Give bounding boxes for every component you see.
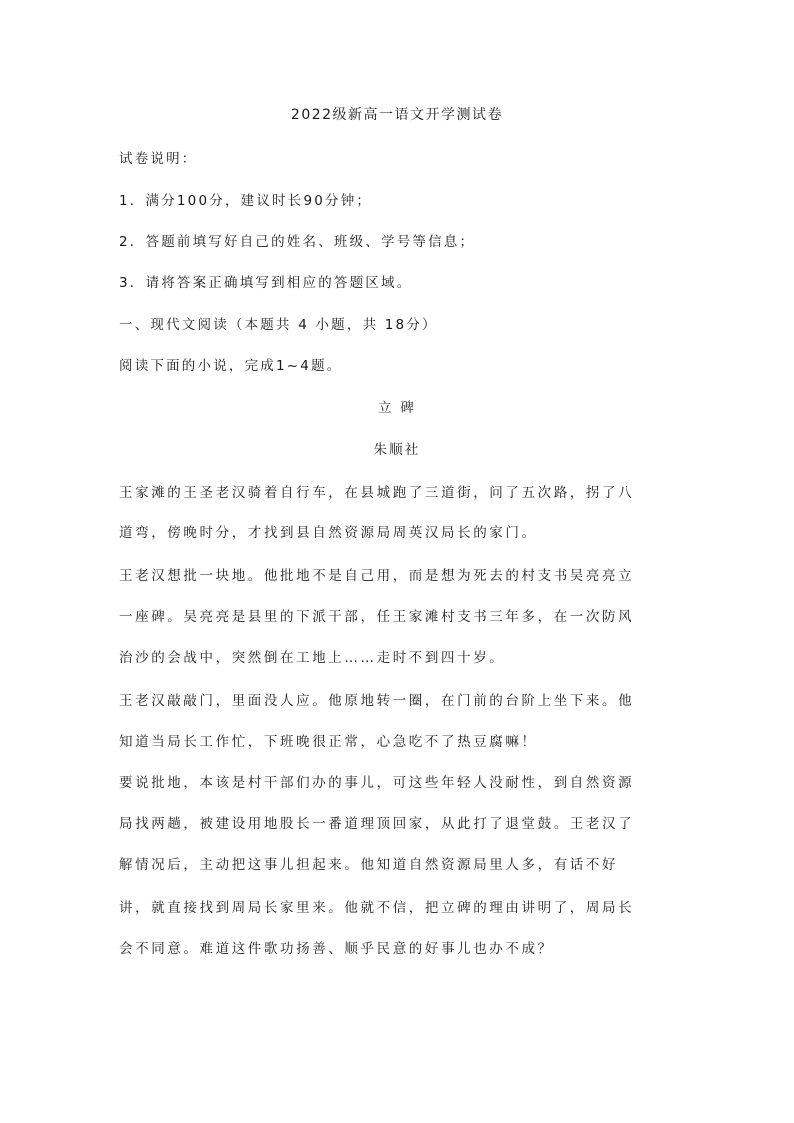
section-heading: 一、现代文阅读（本题共 4 小题，共 18分） — [119, 317, 438, 333]
body-line: 王老汉敲敲门，里面没人应。他原地转一圈，在门前的台阶上坐下来。他 — [119, 693, 635, 709]
body-line: 会不同意。难道这件歌功扬善、顺乎民意的好事儿也办不成？ — [119, 941, 554, 957]
reading-prompt: 阅读下面的小说，完成1~4题。 — [119, 358, 343, 374]
body-line: 讲，就直接找到周局长家里来。他就不信，把立碑的理由讲明了，周局长 — [119, 900, 635, 916]
story-title: 立 碑 — [378, 400, 416, 416]
story-author: 朱顺社 — [373, 442, 421, 458]
instructions-heading: 试卷说明： — [119, 151, 198, 167]
body-line: 知道当局长工作忙，下班晚很正常，心急吃不了热豆腐嘛！ — [119, 734, 538, 750]
body-line: 道弯，傍晚时分，才找到县自然资源局周英汉局长的家门。 — [119, 525, 538, 541]
body-line: 一座碑。吴亮亮是县里的下派干部，任王家滩村支书三年多，在一次防风 — [119, 609, 635, 625]
body-line: 局找两趟，被建设用地股长一番道理顶回家，从此打了退堂鼓。王老汉了 — [119, 816, 635, 832]
body-line: 王家滩的王圣老汉骑着自行车，在县城跑了三道街，问了五次路，拐了八 — [119, 485, 635, 501]
body-line: 要说批地，本该是村干部们办的事儿，可这些年轻人没耐性，到自然资源 — [119, 775, 635, 791]
body-line: 解情况后，主动把这事儿担起来。他知道自然资源局里人多，有话不好 — [119, 857, 619, 873]
body-line: 治沙的会战中，突然倒在工地上……走时不到四十岁。 — [119, 650, 506, 666]
body-line: 王老汉想批一块地。他批地不是自己用，而是想为死去的村支书吴亮亮立 — [119, 568, 635, 584]
instruction-item: 1．满分100分，建议时长90分钟； — [119, 193, 373, 209]
instruction-item: 2．答题前填写好自己的姓名、班级、学号等信息； — [119, 234, 476, 250]
instruction-item: 3．请将答案正确填写到相应的答题区域。 — [119, 275, 413, 291]
exam-title: 2022级新高一语文开学测试卷 — [290, 107, 504, 123]
